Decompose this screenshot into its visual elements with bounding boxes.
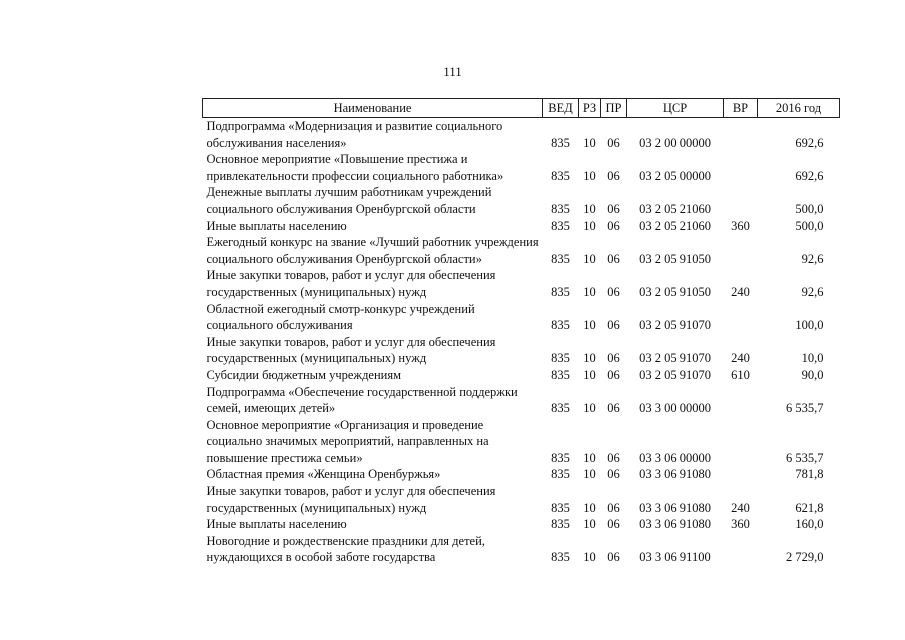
row-csr: 03 3 06 91100 <box>639 550 711 565</box>
row-vr <box>724 533 758 566</box>
row-rz: 10 <box>583 201 596 216</box>
row-pr: 06 <box>607 284 620 299</box>
row-name: Областной ежегодный смотр-конкурс учреждений социального обслуживания <box>206 301 475 333</box>
row-vr <box>724 151 758 184</box>
row-rz: 10 <box>583 351 596 366</box>
row-ved: 835 <box>551 218 570 233</box>
header-ved: ВЕД <box>543 99 579 118</box>
row-ved: 835 <box>551 367 570 382</box>
row-amount: 90,0 <box>801 367 824 382</box>
row-vr: 360 <box>731 517 750 532</box>
row-ved: 835 <box>551 251 570 266</box>
row-name: Иные выплаты населению <box>206 517 347 532</box>
row-name: Ежегодный конкурс на звание «Лучший работник учреждения социального обслуживания Оренбургской области» <box>206 235 539 266</box>
table-row <box>203 384 840 417</box>
header-year: 2016 год <box>758 99 840 118</box>
row-name: Иные закупки товаров, работ и услуг для обеспечения государственных (муниципальных) нужд <box>206 268 496 299</box>
row-amount: 692,6 <box>795 168 824 183</box>
table-row <box>203 184 840 217</box>
row-name: Денежные выплаты лучшим работникам учреждений социального обслуживания Оренбургской области <box>206 185 492 216</box>
row-ved: 835 <box>551 168 570 183</box>
row-rz: 10 <box>583 367 596 382</box>
row-vr: 240 <box>731 284 750 299</box>
table-row <box>203 151 840 184</box>
row-csr: 03 2 05 21060 <box>639 218 711 233</box>
row-name: Областная премия «Женщина Оренбуржья» <box>206 467 441 482</box>
row-pr: 06 <box>607 367 620 382</box>
row-rz: 10 <box>583 500 596 515</box>
row-csr: 03 2 05 91070 <box>639 351 711 366</box>
row-name: Новогодние и рождественские праздники для детей, нуждающихся в особой заботе государства <box>206 533 485 565</box>
row-rz: 10 <box>583 168 596 183</box>
table-row <box>203 267 840 300</box>
row-pr: 06 <box>607 318 620 333</box>
row-csr: 03 3 06 91080 <box>639 500 711 515</box>
table-row <box>203 533 840 566</box>
row-name: Подпрограмма «Обеспечение государственной поддержки семей, имеющих детей» <box>206 384 518 416</box>
row-csr: 03 2 05 91070 <box>639 318 711 333</box>
table-row <box>203 234 840 267</box>
row-amount: 92,6 <box>801 251 824 266</box>
page-number: 111 <box>443 64 462 79</box>
row-ved: 835 <box>551 318 570 333</box>
row-ved: 835 <box>551 550 570 565</box>
table-row <box>203 118 840 152</box>
table-row <box>203 516 840 533</box>
row-csr: 03 2 05 00000 <box>639 168 711 183</box>
row-pr: 06 <box>607 351 620 366</box>
header-csr: ЦСР <box>627 99 724 118</box>
row-ved: 835 <box>551 450 570 465</box>
row-vr <box>724 184 758 217</box>
row-rz: 10 <box>583 517 596 532</box>
row-amount: 500,0 <box>795 201 824 216</box>
row-pr: 06 <box>607 168 620 183</box>
table-row <box>203 483 840 516</box>
row-vr: 610 <box>731 367 750 382</box>
row-vr <box>724 234 758 267</box>
row-pr: 06 <box>607 517 620 532</box>
row-pr: 06 <box>607 401 620 416</box>
row-rz: 10 <box>583 318 596 333</box>
row-csr: 03 2 05 91070 <box>639 367 711 382</box>
row-csr: 03 2 05 91050 <box>639 251 711 266</box>
row-ved: 835 <box>551 135 570 150</box>
row-name: Основное мероприятие «Повышение престижа и привлекательности профессии социального работника» <box>206 152 504 183</box>
row-vr <box>724 384 758 417</box>
table-row <box>203 301 840 334</box>
row-amount: 6 535,7 <box>786 401 824 416</box>
row-csr: 03 2 00 00000 <box>639 135 711 150</box>
row-name: Иные выплаты населению <box>206 218 347 233</box>
row-pr: 06 <box>607 467 620 482</box>
row-name: Основное мероприятие «Организация и проведение социально значимых мероприятий, направленных на повышение престижа семьи» <box>206 417 489 465</box>
row-rz: 10 <box>583 218 596 233</box>
row-csr: 03 2 05 91050 <box>639 284 711 299</box>
table-row <box>203 334 840 367</box>
row-amount: 92,6 <box>801 284 824 299</box>
row-amount: 621,8 <box>795 500 824 515</box>
row-ved: 835 <box>551 351 570 366</box>
row-rz: 10 <box>583 135 596 150</box>
row-vr: 240 <box>731 351 750 366</box>
row-amount: 10,0 <box>801 351 824 366</box>
row-rz: 10 <box>583 284 596 299</box>
row-name: Иные закупки товаров, работ и услуг для обеспечения государственных (муниципальных) нужд <box>206 334 496 366</box>
row-vr: 360 <box>731 218 750 233</box>
row-vr <box>724 417 758 467</box>
row-vr <box>724 301 758 334</box>
row-ved: 835 <box>551 284 570 299</box>
row-pr: 06 <box>607 135 620 150</box>
table-row <box>203 218 840 235</box>
row-amount: 2 729,0 <box>786 550 824 565</box>
row-rz: 10 <box>583 251 596 266</box>
table-header-row <box>203 99 840 118</box>
row-amount: 6 535,7 <box>786 450 824 465</box>
header-name: Наименование <box>203 99 543 118</box>
row-pr: 06 <box>607 218 620 233</box>
row-csr: 03 3 06 00000 <box>639 450 711 465</box>
row-name: Иные закупки товаров, работ и услуг для обеспечения государственных (муниципальных) нужд <box>206 484 496 515</box>
row-csr: 03 3 00 00000 <box>639 401 711 416</box>
row-amount: 100,0 <box>795 318 824 333</box>
row-ved: 835 <box>551 201 570 216</box>
row-amount: 781,8 <box>795 467 824 482</box>
row-pr: 06 <box>607 201 620 216</box>
row-rz: 10 <box>583 450 596 465</box>
row-vr <box>724 466 758 483</box>
row-ved: 835 <box>551 401 570 416</box>
row-ved: 835 <box>551 467 570 482</box>
row-rz: 10 <box>583 467 596 482</box>
header-rz: РЗ <box>579 99 601 118</box>
budget-table <box>202 98 840 566</box>
table-row <box>203 466 840 483</box>
row-amount: 160,0 <box>795 517 824 532</box>
row-ved: 835 <box>551 517 570 532</box>
row-pr: 06 <box>607 550 620 565</box>
row-csr: 03 2 05 21060 <box>639 201 711 216</box>
row-amount: 692,6 <box>795 135 824 150</box>
row-csr: 03 3 06 91080 <box>639 517 711 532</box>
table-row <box>203 417 840 467</box>
row-vr: 240 <box>731 500 750 515</box>
row-vr <box>724 118 758 152</box>
row-name: Субсидии бюджетным учреждениям <box>206 367 402 382</box>
row-csr: 03 3 06 91080 <box>639 467 711 482</box>
header-vr: ВР <box>724 99 758 118</box>
row-pr: 06 <box>607 450 620 465</box>
row-pr: 06 <box>607 500 620 515</box>
table-row <box>203 367 840 384</box>
row-rz: 10 <box>583 550 596 565</box>
header-pr: ПР <box>601 99 627 118</box>
row-amount: 500,0 <box>795 218 824 233</box>
row-ved: 835 <box>551 500 570 515</box>
row-pr: 06 <box>607 251 620 266</box>
row-rz: 10 <box>583 401 596 416</box>
row-name: Подпрограмма «Модернизация и развитие социального обслуживания населения» <box>206 119 503 150</box>
